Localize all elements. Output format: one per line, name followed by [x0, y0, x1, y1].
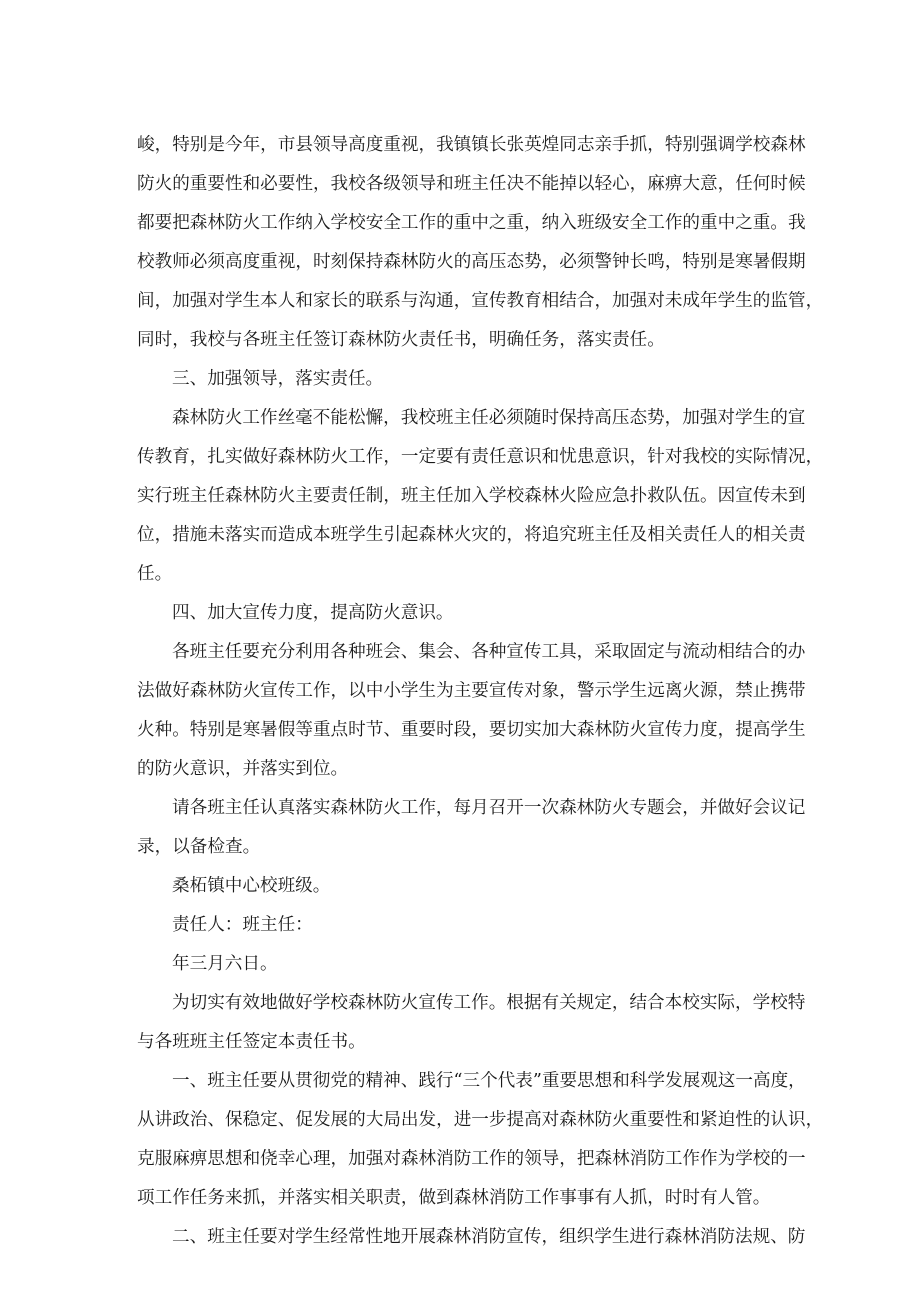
text-line: 项工作任务来抓，并落实相关职责，做到森林消防工作事事有人抓，时时有人管。	[137, 1188, 771, 1208]
text-line: 校教师必须高度重视，时刻保持森林防火的高压态势，必须警钟长鸣，特别是寒暑假期	[137, 252, 806, 272]
text-line: 法做好森林防火宣传工作，以中小学生为主要宣传对象，警示学生远离火源，禁止携带	[137, 681, 806, 701]
text-line: 请各班主任认真落实森林防火工作，每月召开一次森林防火专题会，并做好会议记	[172, 798, 806, 818]
text-line: 从讲政治、保稳定、促发展的大局出发，进一步提高对森林防火重要性和紧迫性的认识，	[137, 1110, 824, 1130]
text-line: 录，以备检查。	[137, 837, 261, 857]
text-line: 火种。特别是寒暑假等重点时节、重要时段，要切实加大森林防火宣传力度，提高学生	[137, 720, 806, 740]
text-line: 的防火意识，并落实到位。	[137, 759, 349, 779]
text-line: 一、班主任要从贯彻党的精神、践行“三个代表”重要思想和科学发展观这一高度，	[172, 1071, 806, 1091]
text-line: 与各班班主任签定本责任书。	[137, 1032, 366, 1052]
signature-responsible: 责任人：班主任：	[172, 915, 313, 935]
text-line: 防火的重要性和必要性，我校各级领导和班主任决不能掉以轻心，麻痹大意，任何时候	[137, 174, 806, 194]
text-line: 传教育，扎实做好森林防火工作，一定要有责任意识和忧患意识，针对我校的实际情况，	[137, 447, 824, 467]
text-line: 二、班主任要对学生经常性地开展森林消防宣传，组织学生进行森林消防法规、防	[172, 1227, 806, 1247]
text-line: 位，措施未落实而造成本班学生引起森林火灾的，将追究班主任及相关责任人的相关责	[137, 525, 806, 545]
signature-school: 桑柘镇中心校班级。	[172, 876, 331, 896]
text-line: 为切实有效地做好学校森林防火宣传工作。根据有关规定，结合本校实际，学校特	[172, 993, 806, 1013]
text-line: 间，加强对学生本人和家长的联系与沟通，宣传教育相结合，加强对未成年学生的监管，	[137, 291, 824, 311]
text-line: 都要把森林防火工作纳入学校安全工作的重中之重，纳入班级安全工作的重中之重。我	[137, 213, 806, 233]
signature-date: 年三月六日。	[172, 954, 278, 974]
text-line: 峻，特别是今年，市县领导高度重视，我镇镇长张英煌同志亲手抓，特别强调学校森林	[137, 135, 806, 155]
section-heading: 三、加强领导，落实责任。	[172, 369, 384, 389]
text-line: 实行班主任森林防火主要责任制，班主任加入学校森林火险应急扑救队伍。因宣传未到	[137, 486, 806, 506]
text-line: 森林防火工作丝毫不能松懈，我校班主任必须随时保持高压态势，加强对学生的宣	[172, 408, 806, 428]
section-heading: 四、加大宣传力度，提高防火意识。	[172, 603, 454, 623]
text-line: 同时，我校与各班主任签订森林防火责任书，明确任务，落实责任。	[137, 330, 665, 350]
text-line: 各班主任要充分利用各种班会、集会、各种宣传工具，采取固定与流动相结合的办	[172, 642, 806, 662]
text-line: 克服麻痹思想和侥幸心理，加强对森林消防工作的领导，把森林消防工作作为学校的一	[137, 1149, 806, 1169]
text-line: 任。	[137, 564, 173, 584]
